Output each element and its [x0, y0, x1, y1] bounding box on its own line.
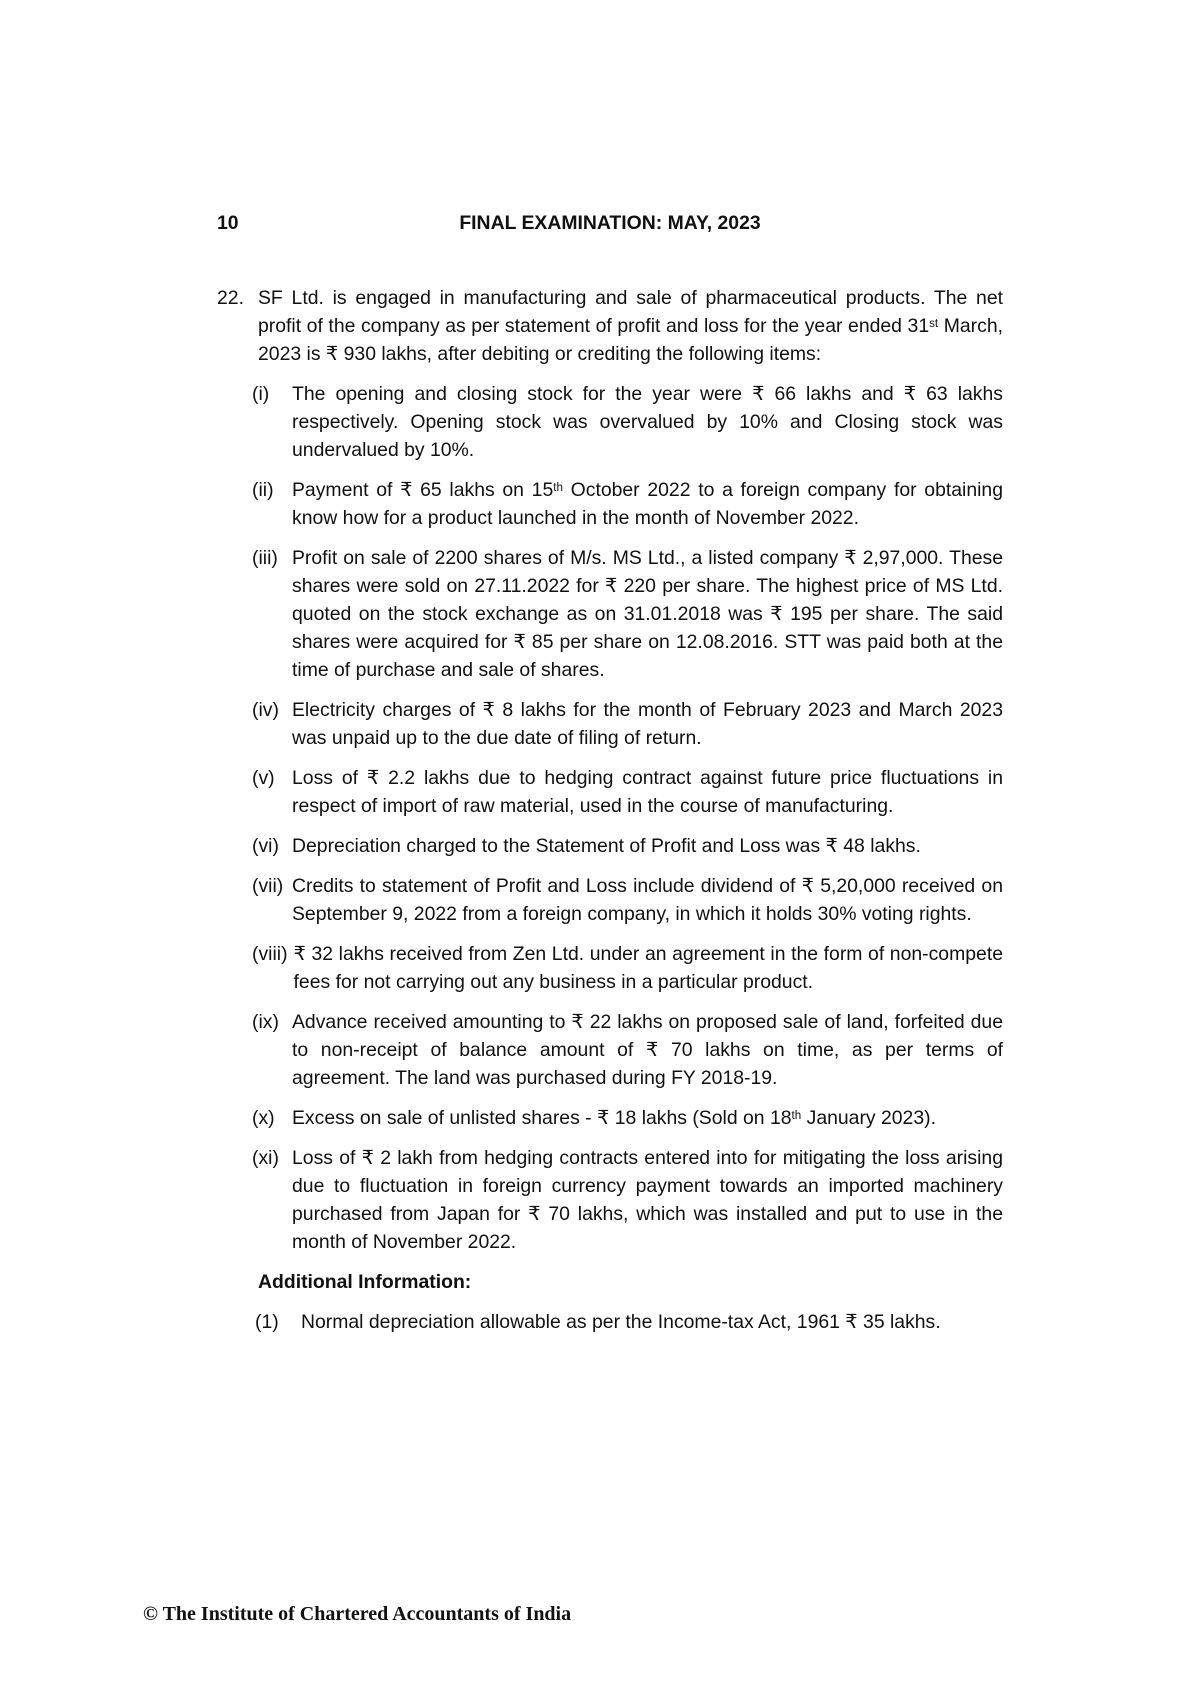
- question-intro-text: SF Ltd. is engaged in manufacturing and sale of pharmaceutical products. The net profit of the company as per statement of profit and loss for the year ended 31st March, 2023 is ₹ 930 lakhs, after debiting or crediting the following items:: [258, 287, 1003, 365]
- item-marker: (iii): [252, 547, 278, 569]
- page-number: 10: [217, 212, 239, 234]
- question-block: [217, 284, 1003, 1348]
- item-text: Electricity charges of ₹ 8 lakhs for the month of February 2023 and March 2023 was unpaid up to the due date of filing of return.: [292, 699, 1003, 749]
- question-item-v: [252, 764, 1003, 820]
- item-text: Depreciation charged to the Statement of Profit and Loss was ₹ 48 lakhs.: [292, 835, 921, 857]
- item-text: Loss of ₹ 2.2 lakhs due to hedging contract against future price fluctuations in respect of import of raw material, used in the course of manufacturing.: [292, 767, 1003, 817]
- question-item-iv: [252, 696, 1003, 752]
- question-item-list: [252, 380, 1003, 1256]
- item-marker: (i): [252, 383, 270, 405]
- question-item-vii: [252, 872, 1003, 928]
- question-item-iii: [252, 544, 1003, 684]
- item-text: Advance received amounting to ₹ 22 lakhs on proposed sale of land, forfeited due to non-receipt of balance amount of ₹ 70 lakhs on time, as per terms of agreement. The land was purchased during FY 2018-19.: [292, 1011, 1003, 1089]
- item-text: The opening and closing stock for the year were ₹ 66 lakhs and ₹ 63 lakhs respectively. Opening stock was overvalued by 10% and Closing stock was undervalued by 10%.: [292, 383, 1003, 461]
- item-text: Loss of ₹ 2 lakh from hedging contracts entered into for mitigating the loss arising due to fluctuation in foreign currency payment towards an imported machinery purchased from Japan for ₹ 70 lakhs, which was installed and put to use in the month of November 2022.: [292, 1147, 1003, 1253]
- additional-information-list: [255, 1308, 1003, 1336]
- question-item-i: [252, 380, 1003, 464]
- item-marker: (1): [255, 1311, 279, 1333]
- additional-item-1: [255, 1308, 1003, 1336]
- item-marker: (viii): [252, 943, 288, 965]
- item-text: ₹ 32 lakhs received from Zen Ltd. under an agreement in the form of non-compete fees for not carrying out any business in a particular product.: [293, 943, 1003, 993]
- item-text: Normal depreciation allowable as per the Income-tax Act, 1961 ₹ 35 lakhs.: [301, 1311, 941, 1333]
- item-marker: (xi): [252, 1147, 279, 1169]
- question-item-ii: [252, 476, 1003, 532]
- additional-information-heading: Additional Information:: [258, 1271, 472, 1293]
- item-text: Profit on sale of 2200 shares of M/s. MS Ltd., a listed company ₹ 2,97,000. These shares were sold on 27.11.2022 for ₹ 220 per share. The highest price of MS Ltd. quoted on the stock exchange as on 31.01.2018 was ₹ 195 per share. The said shares were acquired for ₹ 85 per share on 12.08.2016. STT was paid both at the time of purchase and sale of shares.: [292, 547, 1003, 681]
- item-marker: (v): [252, 767, 275, 789]
- header-title: FINAL EXAMINATION: MAY, 2023: [459, 212, 761, 234]
- question-item-vi: [252, 832, 1003, 860]
- question-item-ix: [252, 1008, 1003, 1092]
- item-marker: (vii): [252, 875, 284, 897]
- item-marker: (x): [252, 1107, 275, 1129]
- question-number: 22.: [217, 287, 244, 309]
- question-item-xi: [252, 1144, 1003, 1256]
- item-text: Credits to statement of Profit and Loss include dividend of ₹ 5,20,000 received on September 9, 2022 from a foreign company, in which it holds 30% voting rights.: [292, 875, 1003, 925]
- question-intro-row: [217, 284, 1003, 368]
- item-marker: (iv): [252, 699, 279, 721]
- item-marker: (vi): [252, 835, 279, 857]
- copyright-footer: © The Institute of Chartered Accountants of India: [143, 1603, 572, 1625]
- question-item-viii: [252, 940, 1003, 996]
- page-header: [217, 209, 1003, 237]
- item-marker: (ix): [252, 1011, 279, 1033]
- item-text: Excess on sale of unlisted shares - ₹ 18 lakhs (Sold on 18th January 2023).: [292, 1107, 936, 1129]
- item-marker: (ii): [252, 479, 274, 501]
- item-text: Payment of ₹ 65 lakhs on 15th October 2022 to a foreign company for obtaining know how for a product launched in the month of November 2022.: [292, 479, 1003, 529]
- question-item-x: [252, 1104, 1003, 1132]
